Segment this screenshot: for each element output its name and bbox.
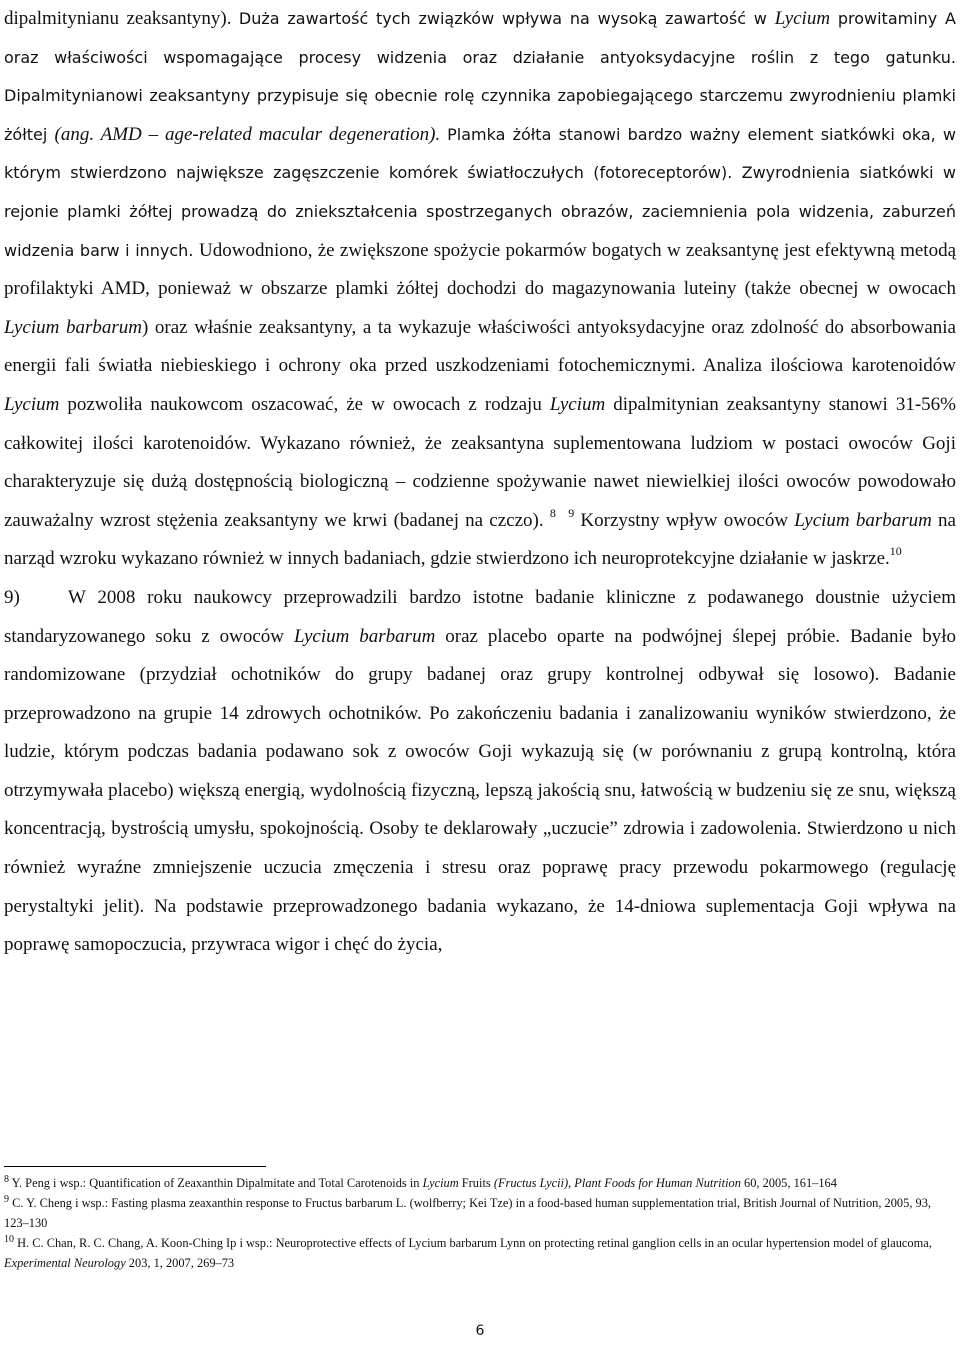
footnote-ref[interactable]: 10 <box>889 544 902 559</box>
page-number: 6 <box>475 1323 485 1339</box>
text-run: Badanie było randomizowane (przydział ochotników do grupy badanej oraz grupy kontrolnej odbywał się losowo). Badanie przeprowadzono na grupie 14 zdrowych ochotników. <box>4 625 956 724</box>
text-run: Plamka żółta stanowi bardzo ważny element siatkówki oka, w którym stwierdzono największe zagęszczenie komórek światłoczułych (fotoreceptorów). <box>4 124 957 183</box>
footnote-8 <box>4 1173 956 1193</box>
text-run: dipalmitynianu zeaksantyny). <box>4 8 239 29</box>
text-run: Udowodniono, że zwiększone spożycie pokarmów bogatych w zeaksantynę jest efektywną metodą profilaktyki AMD, ponieważ w obszarze plamki żółtej dochodzi do magazynowania luteiny (także obecnej w owocach <box>4 239 956 300</box>
footnote-text: Y. Peng i wsp.: Quantification of Zeaxanthin Dipalmitate and Total Carotenoids in <box>9 1176 423 1190</box>
species-name: Lycium barbarum <box>4 316 142 338</box>
text-run: Zwyrodnienia siatkówki w rejonie plamki żółtej prowadzą do zniekształcenia spostrzeganych obrazów, zaciemnienia pola widzenia, zaburzeń widzenia barw i innych. <box>4 163 956 260</box>
text-run: pozwoliła naukowcom oszacować, że w owocach z rodzaju <box>59 393 550 415</box>
text-run: dipalmitynian zeaksantyny stanowi 31-56% całkowitej ilości karotenoidów. Wykazano również, że zeaksantyna suplementowana ludziom w postaci owoców Goji charakteryzuje się dużą dostępnością biologiczną – codzienne spożywanie nawet niewielkiej ilości owoców powodowało zauważalny wzrost stężenia zeaksantyny we krwi (badanej na czczo). <box>4 393 956 531</box>
abbreviation-note: (ang. AMD – age-related macular degeneration). <box>54 123 448 145</box>
text-run: oraz placebo oparte na podwójnej ślepej próbie. <box>435 625 850 647</box>
footnote-divider <box>4 1166 266 1167</box>
footnote-text: 203, 1, 2007, 269–73 <box>125 1256 235 1270</box>
text-run: Duża zawartość tych związków wpływa na wysoką zawartość w <box>238 9 775 28</box>
text-run: Stwierdzono u nich również wyraźne zmniejszenie uczucia zmęczenia i stresu oraz poprawę pracy przewodu pokarmowego (regulację perystaltyki jelit). <box>4 818 956 917</box>
species-name: Lycium barbarum <box>293 625 436 647</box>
text-run: prowitaminy A oraz właściwości wspomagające procesy widzenia oraz działanie antyoksydacyjne roślin z tego gatunku. <box>4 9 956 67</box>
footnote-ref[interactable]: 9 <box>568 505 575 520</box>
footnote-text: H. C. Chan, R. C. Chang, A. Koon-Ching Ip i wsp.: Neuroprotective effects of Lycium barbarum Lynn on protecting retinal ganglion cells in an ocular hypertension model of glaucoma, <box>14 1236 932 1250</box>
text-run: ) oraz właśnie zeaksantyny, a ta wykazuje właściwości antyoksydacyjne oraz zdolność do absorbowania energii fali światła niebieskiego i ochrony oka przed uszkodzeniami fotochemicznymi. Analiza ilościowa karotenoidów <box>4 316 956 377</box>
footnote-number: 8 <box>4 1174 9 1185</box>
footnote-10 <box>4 1233 956 1273</box>
footnote-text: C. Y. Cheng i wsp.: Fasting plasma zeaxanthin response to Fructus barbarum L. (wolfberry; Kei Tze) in a food-based human supplementation trial, British Journal of Nutrition, 2005, 93, 123–130 <box>4 1196 932 1230</box>
text-run: Na podstawie przeprowadzonego badania wykazano, że 14-dniowa suplementacja Goji wpływa na poprawę samopoczucia, przywraca wigor i chęć do życia, <box>4 895 956 956</box>
paragraph-zeaxanthin <box>4 0 956 579</box>
text-run: na narząd wzroku wykazano również w innych badaniach, gdzie stwierdzono ich neuroprotekcyjne działanie w jaskrze. <box>4 509 956 570</box>
footnotes <box>4 1166 956 1273</box>
paragraph-clinical-study <box>4 579 956 965</box>
footnote-journal: Experimental Neurology <box>4 1256 126 1270</box>
footnote-9 <box>4 1193 956 1233</box>
footnote-species: Lycium <box>422 1176 459 1190</box>
footnote-text: Fruits <box>458 1176 494 1190</box>
body-text <box>4 0 956 965</box>
species-name: Lycium barbarum <box>794 509 932 531</box>
footnote-ref[interactable]: 8 <box>549 505 556 520</box>
species-name: Lycium <box>549 393 606 415</box>
footnote-journal: (Fructus Lycii), Plant Foods for Human Nutrition <box>493 1176 741 1190</box>
footnote-text: 60, 2005, 161–164 <box>740 1176 837 1190</box>
list-item-number: 9) <box>4 586 20 608</box>
text-run: Osoby te deklarowały „uczucie” zdrowia i zadowolenia. <box>369 818 807 840</box>
text-run: Po zakończeniu badania i zanalizowaniu wyników stwierdzono, że ludzie, którym podczas badania podawano sok z owoców Goji wykazują się (w porównaniu z grupą kontrolną, która otrzymywała placebo) większą energią, wydolnością fizyczną, lepszą jakością snu, łatwością w budzeniu się ze snu, większą koncentracją, bystrością umysłu, spokojnością. <box>4 702 956 840</box>
species-name: Lycium <box>774 8 831 29</box>
text-run: Korzystny wpływ owoców <box>574 509 795 531</box>
footnote-number: 10 <box>4 1234 14 1245</box>
footnote-number: 9 <box>4 1194 9 1205</box>
species-name: Lycium <box>4 393 60 415</box>
text-run: W 2008 roku naukowcy przeprowadzili bardzo istotne badanie kliniczne z podawanego doustnie użyciem standaryzowanego soku z owoców <box>4 586 956 647</box>
text-run: Dipalmitynianowi zeaksantyny przypisuje się obecnie rolę czynnika zapobiegającego starczemu zwyrodnieniu plamki żółtej <box>4 86 956 144</box>
